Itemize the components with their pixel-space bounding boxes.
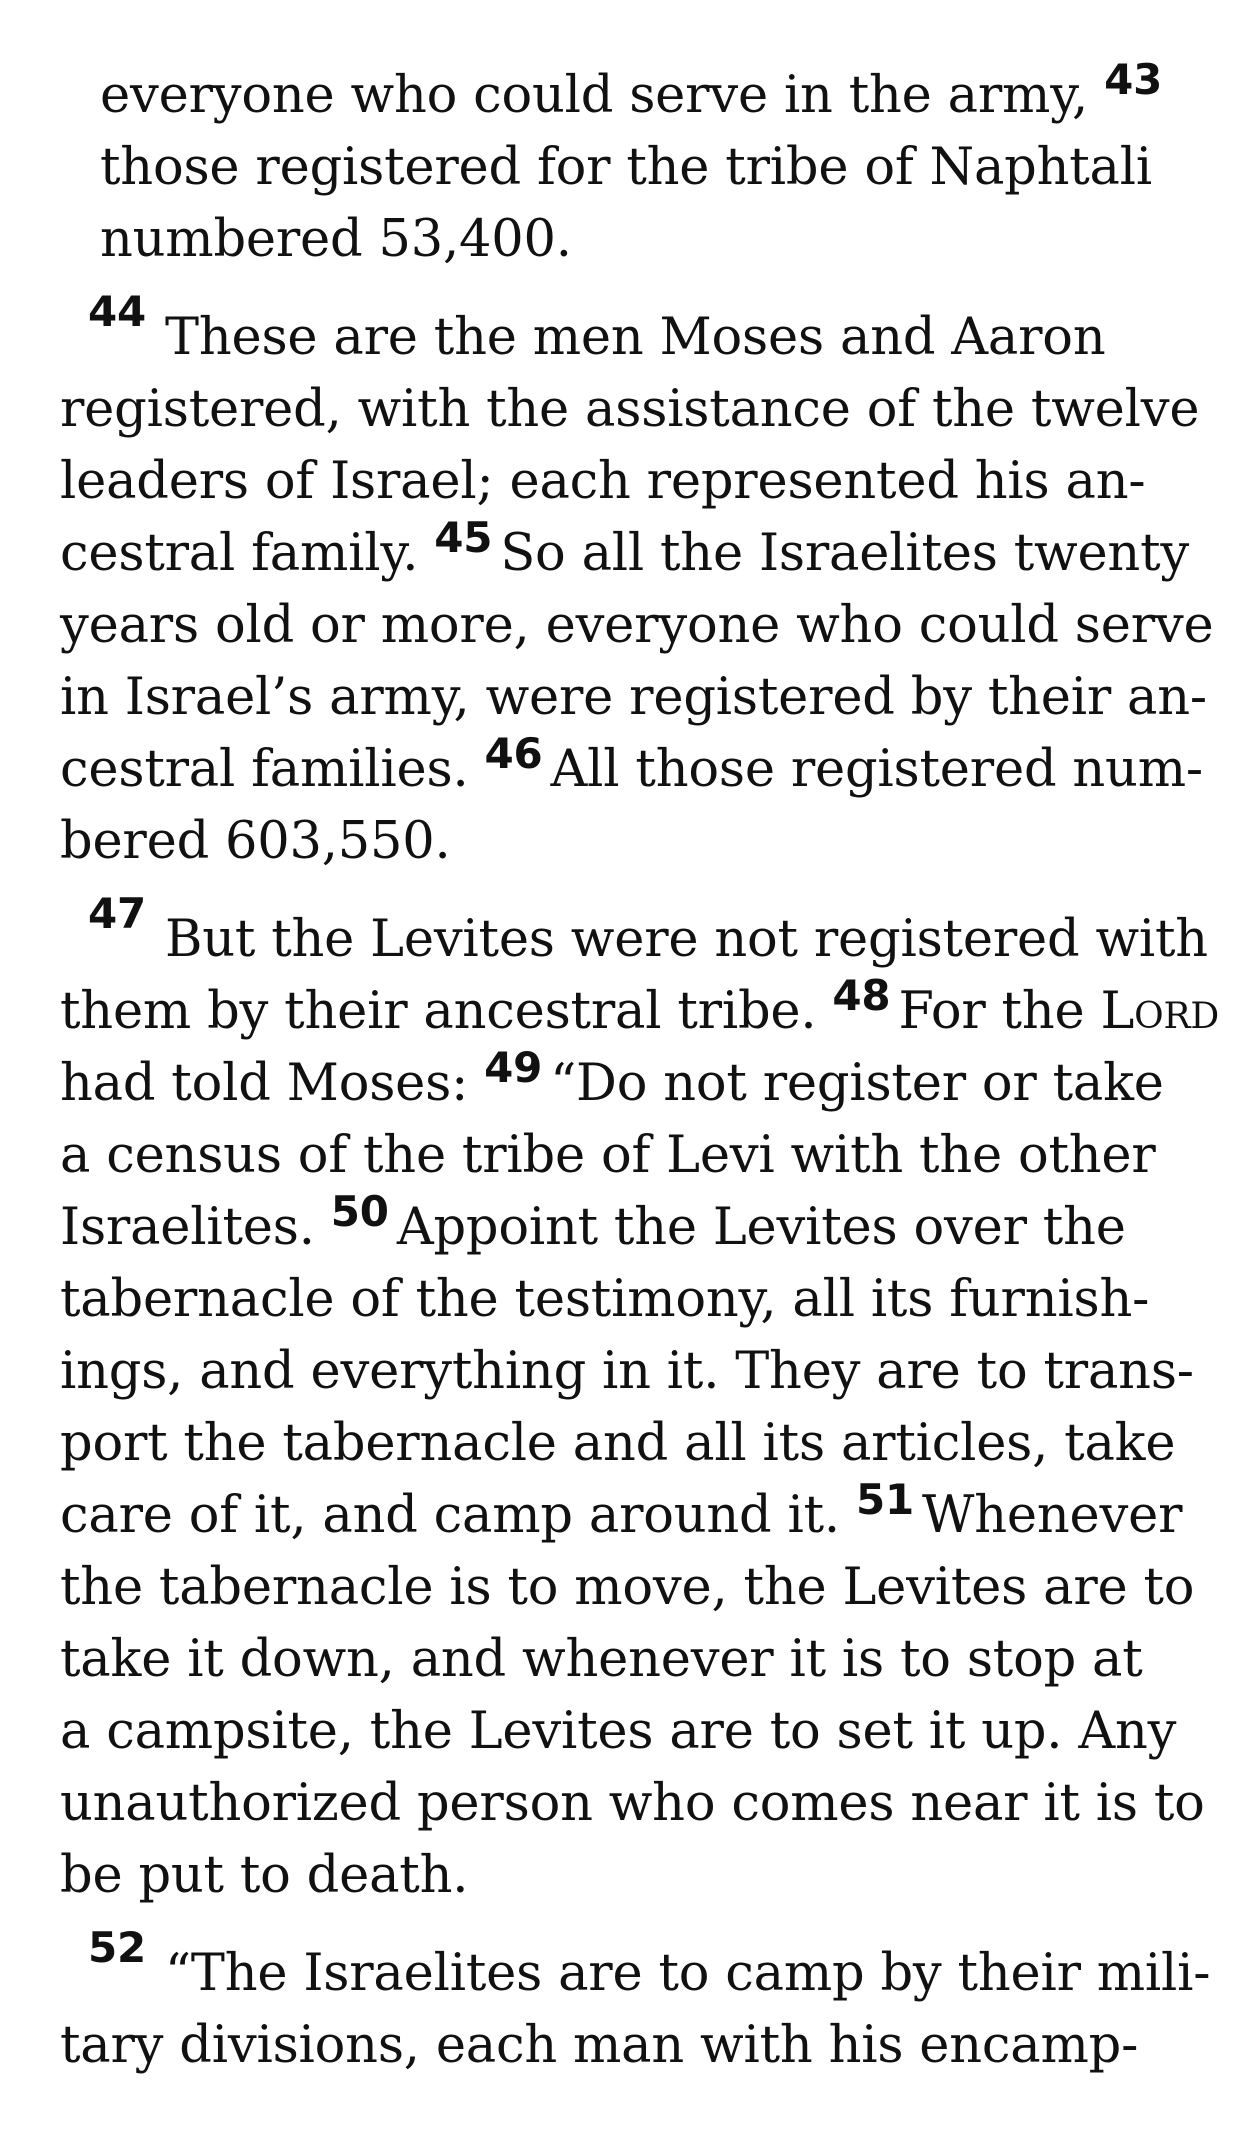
- verse-number: 48: [832, 971, 891, 1020]
- text-line: [100, 55, 1170, 132]
- verse-text: years old or more, everyone who could serve: [60, 596, 1214, 655]
- verse-text: numbered 53,400.: [100, 210, 572, 269]
- verse-text: be put to death.: [60, 1846, 469, 1905]
- verse-text: Appoint the Levites over the: [396, 1198, 1126, 1257]
- text-line: [60, 971, 1220, 1048]
- text-line: [60, 374, 1199, 446]
- text-line: [60, 446, 1145, 518]
- verse-number: 50: [330, 1187, 389, 1236]
- verse-number: 49: [484, 1043, 543, 1092]
- verse-text: those registered for the tribe of Naphtali: [100, 138, 1152, 197]
- verse-text: These are the men Moses and Aaron: [165, 308, 1106, 367]
- text-line: [60, 2010, 1138, 2082]
- verse-text: care of it, and camp around it.: [60, 1486, 856, 1545]
- verse-text: ings, and everything in it. They are to trans-: [60, 1342, 1194, 1401]
- verse-text: take it down, and whenever it is to stop at: [60, 1630, 1143, 1689]
- text-line: [60, 1408, 1175, 1480]
- verse-number: 51: [855, 1475, 914, 1524]
- verse-text: tary divisions, each man with his encamp-: [60, 2016, 1139, 2075]
- text-line: [60, 889, 1208, 976]
- text-line: [60, 1624, 1143, 1696]
- text-line: [60, 806, 451, 878]
- text-line: [100, 132, 1152, 204]
- text-line: [60, 1923, 1211, 2010]
- text-line: [60, 1120, 1156, 1192]
- text-line: [60, 590, 1214, 662]
- text-line: [60, 1552, 1194, 1624]
- verse-text: in Israel’s army, were registered by their an-: [60, 668, 1207, 727]
- verse-text: a census of the tribe of Levi with the other: [60, 1126, 1156, 1185]
- verse-text: So all the Israelites twenty: [500, 524, 1189, 583]
- text-line: [60, 1696, 1176, 1768]
- verse-text: For the: [898, 982, 1101, 1041]
- verse-text: bered 603,550.: [60, 812, 451, 871]
- verse-number: 46: [484, 729, 543, 778]
- text-line: [60, 1264, 1149, 1336]
- text-line: [60, 662, 1207, 734]
- text-line: [60, 1043, 1164, 1120]
- verse-text: Whenever: [922, 1486, 1183, 1545]
- text-line: [60, 1768, 1205, 1840]
- verse-text: them by their ancestral tribe.: [60, 982, 833, 1041]
- text-line: [60, 1187, 1126, 1264]
- verse-text: the tabernacle is to move, the Levites are to: [60, 1558, 1195, 1617]
- text-line: [60, 729, 1203, 806]
- verse-number: 43: [1104, 55, 1163, 104]
- verse-text: unauthorized person who comes near it is to: [60, 1774, 1205, 1833]
- divine-name: Lord: [1100, 982, 1220, 1041]
- text-line: [60, 513, 1189, 590]
- verse-text: tabernacle of the testimony, all its furnish-: [60, 1270, 1150, 1329]
- verse-text: cestral families.: [60, 740, 485, 799]
- verse-text: Israelites.: [60, 1198, 331, 1257]
- verse-number: 47: [88, 889, 147, 938]
- verse-text: But the Levites were not registered with: [165, 910, 1208, 969]
- verse-text: cestral family.: [60, 524, 435, 583]
- verse-text: everyone who could serve in the army,: [100, 66, 1105, 125]
- text-line: [60, 287, 1106, 374]
- verse-number: 44: [88, 287, 147, 336]
- verse-text: All those registered num-: [550, 740, 1203, 799]
- verse-text: leaders of Israel; each represented his an-: [60, 452, 1146, 511]
- verse-text: “Do not register or take: [550, 1054, 1164, 1113]
- text-line: [100, 204, 572, 276]
- verse-text: a campsite, the Levites are to set it up. Any: [60, 1702, 1177, 1761]
- verse-number: 45: [434, 513, 493, 562]
- verse-number: 52: [88, 1923, 147, 1972]
- text-line: [60, 1475, 1183, 1552]
- text-line: [60, 1336, 1194, 1408]
- verse-text: had told Moses:: [60, 1054, 485, 1113]
- verse-text: port the tabernacle and all its articles, take: [60, 1414, 1176, 1473]
- verse-text: “The Israelites are to camp by their mili-: [165, 1944, 1211, 2003]
- verse-text: registered, with the assistance of the twelve: [60, 380, 1200, 439]
- text-line: [60, 1840, 468, 1912]
